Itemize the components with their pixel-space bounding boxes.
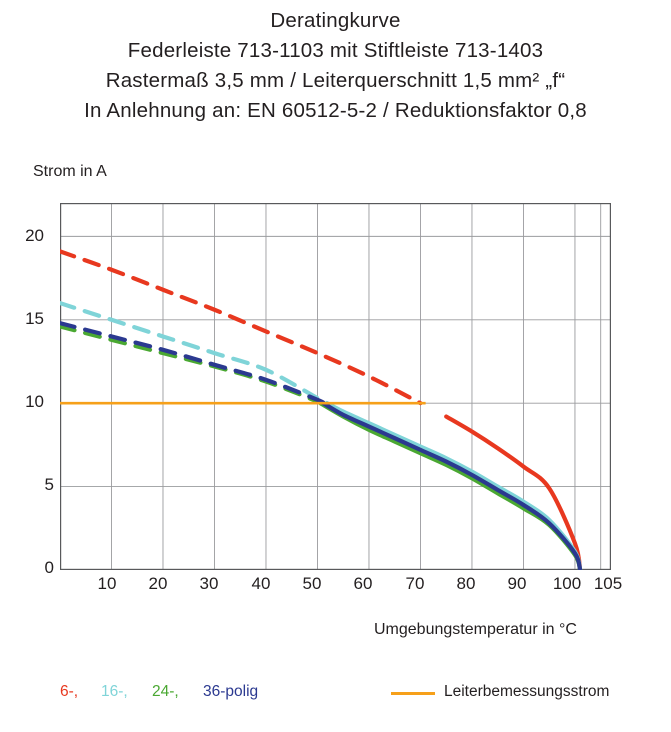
x-tick-50: 50 <box>302 574 322 593</box>
x-tick-90: 90 <box>507 574 527 593</box>
chart-legend <box>0 680 671 710</box>
series-line-dashed-36-polig <box>60 323 324 403</box>
x-tick-30: 30 <box>199 574 219 593</box>
legend-reference-label: Leiterbemessungsstrom <box>444 683 610 700</box>
y-axis-label: Strom in A <box>33 163 107 180</box>
y-tick-0: 0 <box>44 558 54 577</box>
title-line-3: Rastermaß 3,5 mm / Leiterquerschnitt 1,5 mm² „f“ <box>105 69 566 92</box>
plot-frame <box>61 204 611 570</box>
x-tick-20: 20 <box>148 574 168 593</box>
series-line-dashed-6-polig <box>60 251 420 403</box>
x-tick-70: 70 <box>405 574 425 593</box>
x-tick-40: 40 <box>251 574 271 593</box>
x-tick-105: 105 <box>593 574 623 593</box>
plot-area <box>60 203 611 570</box>
legend-entry-36: 36-polig <box>203 683 259 700</box>
legend-entry-24: 24-, <box>152 683 179 700</box>
x-tick-80: 80 <box>456 574 476 593</box>
chart-title <box>0 6 671 126</box>
y-tick-10: 10 <box>25 392 44 411</box>
series-lines <box>60 251 580 570</box>
x-tick-100: 100 <box>552 574 582 593</box>
title-line-1: Deratingkurve <box>270 9 401 32</box>
legend-entry-6: 6-, <box>60 683 79 700</box>
x-axis-label: Umgebungstemperatur in °C <box>374 621 577 638</box>
y-tick-20: 20 <box>25 226 44 245</box>
legend-reference-swatch <box>391 692 435 695</box>
title-line-2: Federleiste 713-1103 mit Stiftleiste 713-1403 <box>127 39 544 62</box>
grid-lines <box>60 203 611 570</box>
legend-entry-16: 16-, <box>101 683 128 700</box>
x-tick-10: 10 <box>97 574 117 593</box>
y-tick-5: 5 <box>44 475 54 494</box>
y-tick-15: 15 <box>25 309 44 328</box>
x-tick-60: 60 <box>353 574 373 593</box>
title-line-4: In Anlehnung an: EN 60512-5-2 / Reduktionsfaktor 0,8 <box>84 99 587 122</box>
